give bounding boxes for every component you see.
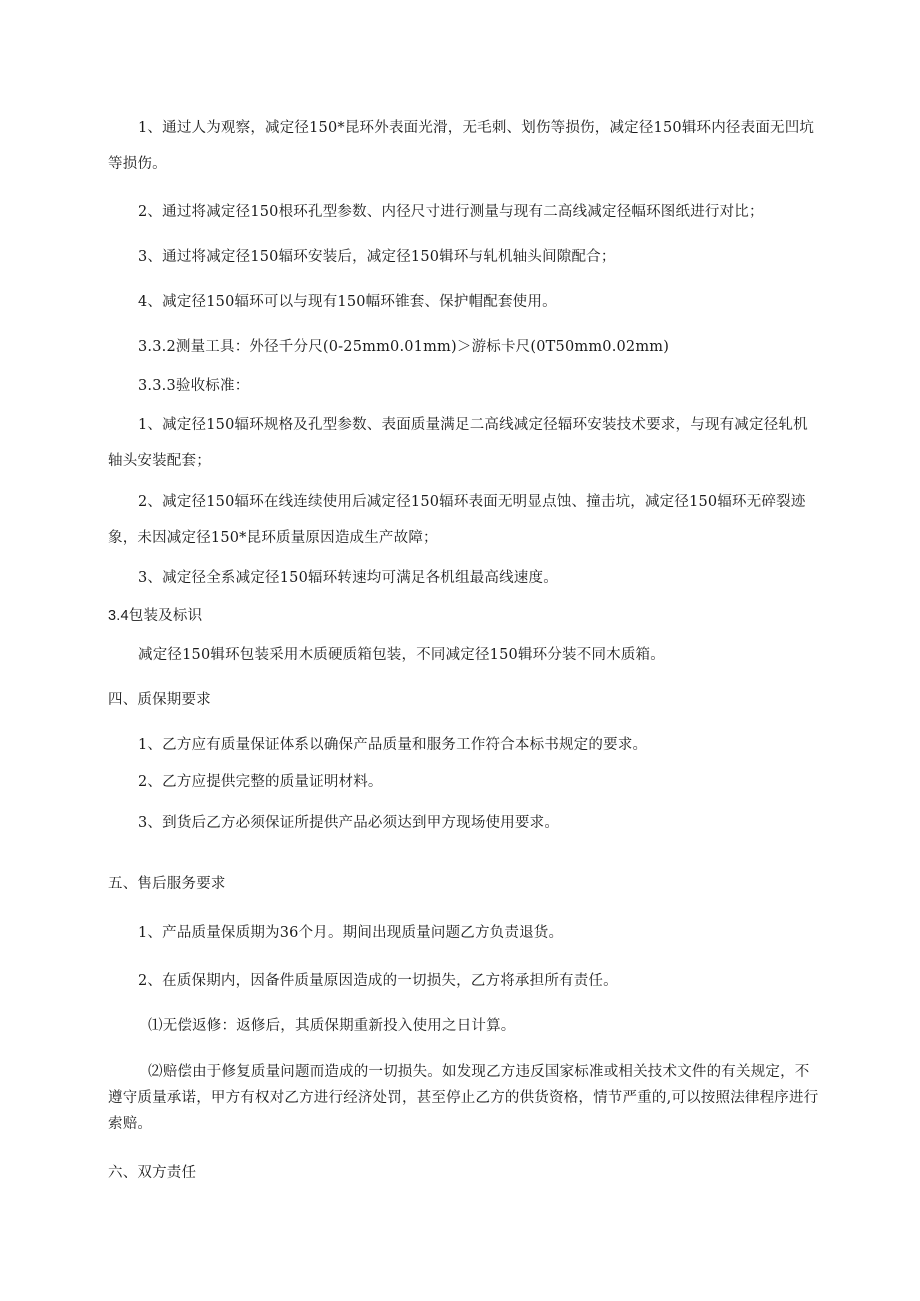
warranty-item-1: 1、乙方应有质量保证体系以确保产品质量和服务工作符合本标书规定的要求。 [138,737,648,753]
inspection-item-3: 3、通过将减定径150辐环安装后，减定径150辑环与轧机轴头间隙配合； [138,249,616,265]
acceptance-item-2: 2、减定径150辐环在线连续使用后减定径150辐环表面无明显点蚀、撞击坑，减定径150辐环无碎裂迹象，未因减定径150*昆环质量原因造成生产故障； [108,494,806,546]
acceptance-item-1: 1、减定径150辐环规格及孔型参数、表面质量满足二高线减定径辐环安装技术要求，与现有减定径轧机轴头安装配套； [108,417,808,469]
inspection-item-1: 1、通过人为观察，减定径150*昆环外表面光滑，无毛刺、划伤等损伤，减定径150辑环内径表面无凹坑等损伤。 [108,120,815,172]
service-item-2: 2、在质保期内，因备件质量原因造成的一切损失，乙方将承担所有责任。 [138,973,618,989]
section-5-heading: 五、售后服务要求 [108,876,226,892]
warranty-item-2: 2、乙方应提供完整的质量证明材料。 [138,774,383,790]
inspection-item-4: 4、减定径150辐环可以与现有150幅环锥套、保护帽配套使用。 [138,294,557,310]
free-repair-item: ⑴无偿返修：返修后，其质保期重新投入使用之日计算。 [148,1018,516,1034]
acceptance-item-3: 3、减定径全系减定径150辐环转速均可满足各机组最高线速度。 [138,570,558,586]
inspection-item-2: 2、通过将减定径150根环孔型参数、内径尺寸进行测量与现有二高线减定径幅环图纸进行对比； [138,204,764,220]
section-3-4-heading: 3.4包装及标识 [108,608,203,624]
warranty-item-3: 3、到货后乙方必须保证所提供产品必须达到甲方现场使用要求。 [138,815,560,831]
compensation-item: ⑵赔偿由于修复质量问题而造成的一切损失。如发现乙方违反国家标准或相关技术文件的有关规定，不遵守质量承诺，甲方有权对乙方进行经济处罚，甚至停止乙方的供货资格，情节严重的,可以按照法律程序进行索赔。 [108,1064,819,1132]
service-item-1: 1、产品质量保质期为36个月。期间出现质量问题乙方负责退货。 [138,925,564,941]
acceptance-standard-heading: 3.3.3验收标准： [138,378,250,394]
section-4-heading: 四、质保期要求 [108,692,211,708]
measuring-tools: 3.3.2测量工具：外径千分尺(0-25mm0.01mm)＞游标卡尺(0T50mm0.02mm) [138,339,670,355]
packaging-text: 减定径150辑环包装采用木质硬质箱包装，不同减定径150辑环分装不同木质箱。 [138,647,665,663]
section-6-heading: 六、双方责任 [108,1165,197,1181]
